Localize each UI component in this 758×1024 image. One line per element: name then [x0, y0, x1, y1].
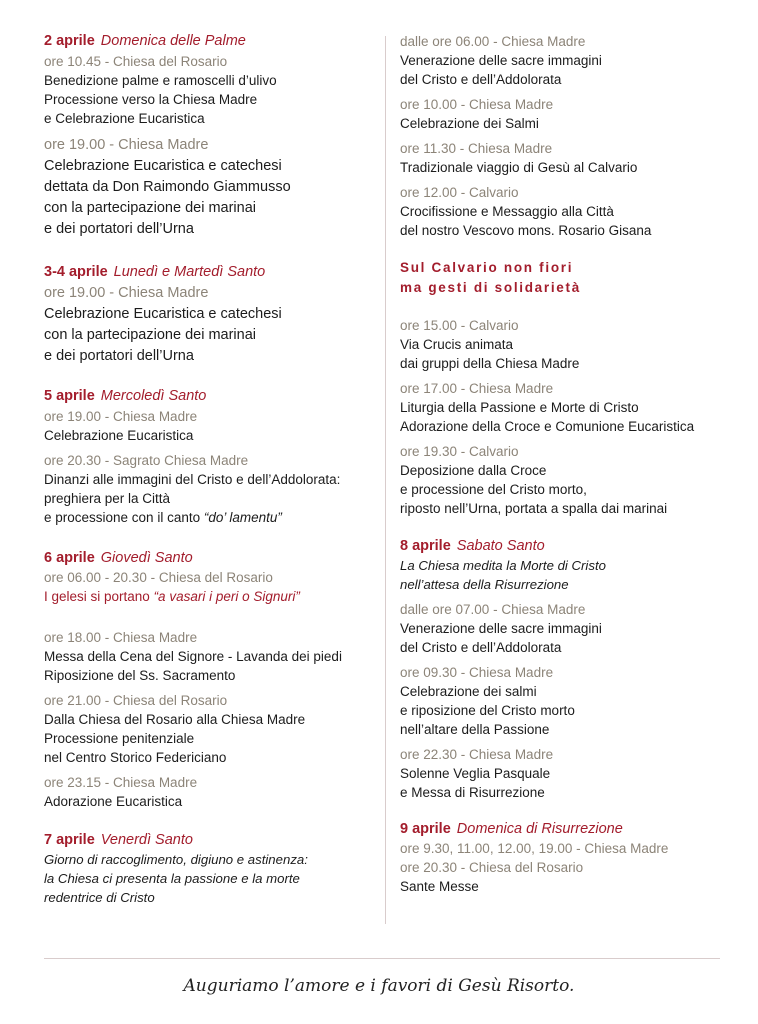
- event-line: Sante Messe: [400, 879, 479, 894]
- note-line: la Chiesa ci presenta la passione e la morte: [44, 871, 300, 886]
- event-line: Venerazione delle sacre immagini: [400, 621, 602, 636]
- day-note: [44, 850, 379, 907]
- event-time: ore 09.30 - Chiesa Madre: [400, 665, 554, 680]
- event-time: ore 12.00 - Calvario: [400, 185, 519, 200]
- event-line: del Cristo e dell’Addolorata: [400, 72, 562, 87]
- event-line: Dinanzi alle immagini del Cristo e dell’Addolorata:: [44, 472, 341, 487]
- day-8-aprile: [400, 537, 740, 802]
- footer-greeting: Auguriamo l’amore e i favori di Gesù Risorto.: [183, 976, 575, 996]
- day-name: Domenica delle Palme: [100, 33, 246, 49]
- event-line: dettata da Don Raimondo Giammusso: [44, 179, 291, 195]
- event-time: ore 20.30 - Sagrato Chiesa Madre: [44, 453, 249, 468]
- event-time: ore 19.00 - Chiesa Madre: [44, 409, 198, 424]
- day-date: 5 aprile: [44, 388, 95, 404]
- event: [400, 32, 740, 89]
- note-line: Giorno di raccoglimento, digiuno e astinenza:: [44, 852, 308, 867]
- day-date: 6 aprile: [44, 550, 95, 566]
- event-time: ore 9.30, 11.00, 12.00, 19.00 - Chiesa Madre: [400, 841, 669, 856]
- event-line: Messa della Cena del Signore - Lavanda dei piedi: [44, 649, 342, 664]
- event-line: Solenne Veglia Pasquale: [400, 766, 551, 781]
- event-time: ore 19.00 - Chiesa Madre: [44, 137, 209, 153]
- event-line: riposto nell’Urna, portata a spalla dai marinai: [400, 501, 668, 516]
- event-line: Adorazione Eucaristica: [44, 794, 183, 809]
- day-2-aprile: [44, 32, 379, 240]
- day-name: Lunedì e Martedì Santo: [113, 264, 266, 280]
- event-line: Celebrazione dei Salmi: [400, 116, 539, 131]
- song-title: “do’ lamentu”: [203, 510, 282, 525]
- note-line: nell’attesa della Risurrezione: [400, 577, 569, 592]
- note-line: La Chiesa medita la Morte di Cristo: [400, 558, 606, 573]
- day-6-aprile: [44, 549, 379, 811]
- event-line: Adorazione della Croce e Comunione Eucaristica: [400, 419, 695, 434]
- event: [44, 451, 379, 527]
- event: [400, 442, 740, 518]
- day-header: [44, 32, 379, 51]
- event-line: Crocifissione e Messaggio alla Città: [400, 204, 614, 219]
- day-date: 3-4 aprile: [44, 264, 108, 280]
- day-header: [44, 831, 379, 850]
- event-line: Dalla Chiesa del Rosario alla Chiesa Madre: [44, 712, 306, 727]
- event: [400, 316, 740, 373]
- day-5-aprile: [44, 387, 379, 527]
- note-line: redentrice di Cristo: [44, 890, 155, 905]
- headline-line: Sul Calvario non fiori: [400, 260, 574, 275]
- event-line: del nostro Vescovo mons. Rosario Gisana: [400, 223, 652, 238]
- day-date: 2 aprile: [44, 33, 95, 49]
- event-line: preghiera per la Città: [44, 491, 171, 506]
- event-line: Benedizione palme e ramoscelli d’ulivo: [44, 73, 277, 88]
- event-line: Processione verso la Chiesa Madre: [44, 92, 258, 107]
- event: [400, 139, 740, 177]
- event-time: ore 10.45 - Chiesa del Rosario: [44, 54, 228, 69]
- event-note: [44, 587, 379, 606]
- event-time: ore 21.00 - Chiesa del Rosario: [44, 693, 228, 708]
- day-header: [44, 387, 379, 406]
- event-line: e Celebrazione Eucaristica: [44, 111, 205, 126]
- day-7-aprile: [44, 831, 379, 907]
- right-column: [400, 32, 740, 896]
- column-divider: [385, 36, 386, 924]
- event-line: nel Centro Storico Federiciano: [44, 750, 227, 765]
- event: [400, 379, 740, 436]
- event-time: ore 20.30 - Chiesa del Rosario: [400, 860, 584, 875]
- event-line: con la partecipazione dei marinai: [44, 200, 256, 216]
- day-name: Venerdì Santo: [100, 832, 193, 848]
- event-line: Liturgia della Passione e Morte di Cristo: [400, 400, 639, 415]
- day-header: [400, 820, 740, 839]
- note-prefix: I gelesi si portano: [44, 589, 154, 604]
- event-line: e riposizione del Cristo morto: [400, 703, 575, 718]
- event-line: e processione del Cristo morto,: [400, 482, 587, 497]
- event-time: dalle ore 06.00 - Chiesa Madre: [400, 34, 586, 49]
- event-line: con la partecipazione dei marinai: [44, 327, 256, 343]
- event: [400, 839, 740, 896]
- event: [44, 135, 379, 240]
- event-time: ore 22.30 - Chiesa Madre: [400, 747, 554, 762]
- event-time: dalle ore 07.00 - Chiesa Madre: [400, 602, 586, 617]
- event-line: [44, 508, 379, 527]
- event-line: Celebrazione dei salmi: [400, 684, 537, 699]
- event-time: ore 15.00 - Calvario: [400, 318, 519, 333]
- day-3-4-aprile: [44, 263, 379, 367]
- event-line: e Messa di Risurrezione: [400, 785, 545, 800]
- event-line: nell’altare della Passione: [400, 722, 550, 737]
- event: [44, 283, 379, 367]
- event-line: Celebrazione Eucaristica e catechesi: [44, 158, 282, 174]
- day-note: [400, 556, 740, 594]
- event-time: ore 10.00 - Chiesa Madre: [400, 97, 554, 112]
- event-line: del Cristo e dell’Addolorata: [400, 640, 562, 655]
- event-time: ore 19.00 - Chiesa Madre: [44, 285, 209, 301]
- event: [44, 628, 379, 685]
- event-time: ore 11.30 - Chiesa Madre: [400, 141, 553, 156]
- event-line: Processione penitenziale: [44, 731, 195, 746]
- event-time: ore 17.00 - Chiesa Madre: [400, 381, 554, 396]
- day-date: 9 aprile: [400, 821, 451, 837]
- event: [400, 600, 740, 657]
- event-line: Deposizione dalla Croce: [400, 463, 547, 478]
- day-date: 8 aprile: [400, 538, 451, 554]
- event-line: Via Crucis animata: [400, 337, 514, 352]
- event-line: dai gruppi della Chiesa Madre: [400, 356, 580, 371]
- event: [400, 95, 740, 133]
- event-line: Celebrazione Eucaristica: [44, 428, 194, 443]
- day-header: [44, 263, 379, 282]
- event-line: e dei portatori dell’Urna: [44, 348, 194, 364]
- event-time: ore 19.30 - Calvario: [400, 444, 519, 459]
- solidarity-headline: [400, 258, 740, 298]
- event: [44, 568, 379, 606]
- event-time: ore 06.00 - 20.30 - Chiesa del Rosario: [44, 570, 273, 585]
- event: [44, 773, 379, 811]
- event: [44, 407, 379, 445]
- event-time: ore 23.15 - Chiesa Madre: [44, 775, 198, 790]
- day-name: Mercoledì Santo: [100, 388, 207, 404]
- day-name: Giovedì Santo: [100, 550, 193, 566]
- event: [400, 745, 740, 802]
- event: [400, 183, 740, 240]
- event-time: ore 18.00 - Chiesa Madre: [44, 630, 198, 645]
- day-9-aprile: [400, 820, 740, 896]
- event-line-prefix: e processione con il canto: [44, 510, 204, 525]
- footer-divider: [44, 958, 720, 959]
- day-header: [44, 549, 379, 568]
- event: [44, 52, 379, 128]
- event-line: Celebrazione Eucaristica e catechesi: [44, 306, 282, 322]
- left-column: [44, 32, 379, 907]
- event-line: Riposizione del Ss. Sacramento: [44, 668, 236, 683]
- event-line: e dei portatori dell’Urna: [44, 221, 194, 237]
- event: [400, 663, 740, 739]
- event-line: Venerazione delle sacre immagini: [400, 53, 602, 68]
- day-name: Sabato Santo: [456, 538, 545, 554]
- event-line: Tradizionale viaggio di Gesù al Calvario: [400, 160, 638, 175]
- headline-line: ma gesti di solidarietà: [400, 280, 581, 295]
- note-quote: “a vasari i peri o Signuri”: [153, 589, 300, 604]
- day-name: Domenica di Risurrezione: [456, 821, 623, 837]
- day-date: 7 aprile: [44, 832, 95, 848]
- day-header: [400, 537, 740, 556]
- event: [44, 691, 379, 767]
